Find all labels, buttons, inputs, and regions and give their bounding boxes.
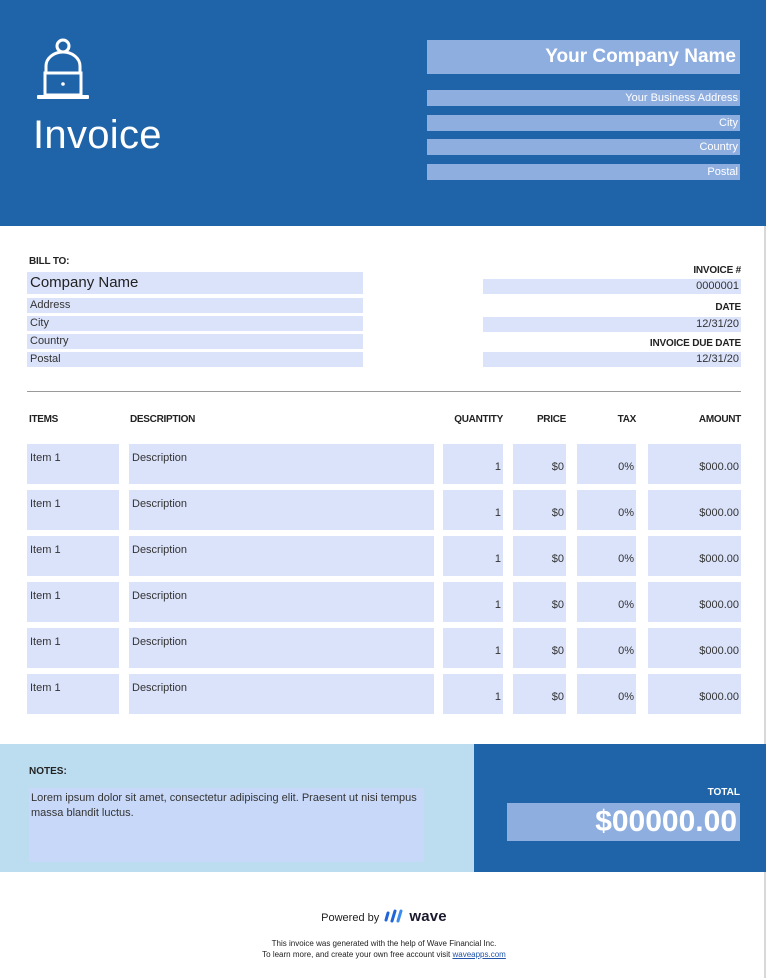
item-cell[interactable]: Item 1 [27,444,119,484]
amount-cell[interactable]: $000.00 [648,674,741,714]
date-label: DATE [715,302,741,313]
business-postal-field[interactable]: Postal [427,164,740,180]
bill-to-company-field[interactable]: Company Name [27,272,363,294]
tax-cell[interactable]: 0% [577,582,636,622]
wave-logo-icon [384,909,404,923]
column-header-items: ITEMS [29,414,59,425]
tax-cell[interactable]: 0% [577,674,636,714]
date-field[interactable]: 12/31/20 [483,317,741,332]
item-cell[interactable]: Item 1 [27,536,119,576]
business-city-field[interactable]: City [427,115,740,131]
description-cell[interactable]: Description [129,536,434,576]
total-label: TOTAL [707,787,740,798]
tax-cell[interactable]: 0% [577,628,636,668]
section-divider [27,391,741,392]
bill-to-address-field[interactable]: Address [27,298,363,313]
price-cell[interactable]: $0 [513,490,566,530]
item-cell[interactable]: Item 1 [27,674,119,714]
quantity-cell[interactable]: 1 [443,536,503,576]
bill-to-label: BILL TO: [29,256,70,267]
bill-to-postal-field[interactable]: Postal [27,352,363,367]
footer-line-2-text: To learn more, and create your own free account visit [262,950,451,959]
business-address-field[interactable]: Your Business Address [427,90,740,106]
column-header-price: PRICE [536,414,566,425]
notes-field[interactable]: Lorem ipsum dolor sit amet, consectetur adipiscing elit. Praesent ut nisi tempus massa blandit luctus. [29,788,424,862]
amount-cell[interactable]: $000.00 [648,490,741,530]
column-header-description: DESCRIPTION [130,414,196,425]
item-cell[interactable]: Item 1 [27,490,119,530]
quantity-cell[interactable]: 1 [443,444,503,484]
person-at-laptop-icon [36,38,90,104]
wave-brand: wave [409,908,447,925]
invoice-header [0,0,766,226]
description-cell[interactable]: Description [129,628,434,668]
waveapps-link[interactable]: waveapps.com [452,950,506,959]
amount-cell[interactable]: $000.00 [648,628,741,668]
price-cell[interactable]: $0 [513,536,566,576]
item-cell[interactable]: Item 1 [27,628,119,668]
due-date-label: INVOICE DUE DATE [649,338,741,349]
quantity-cell[interactable]: 1 [443,582,503,622]
due-date-field[interactable]: 12/31/20 [483,352,741,367]
company-name-field[interactable]: Your Company Name [427,40,740,74]
invoice-number-label: INVOICE # [693,265,741,276]
bill-to-country-field[interactable]: Country [27,334,363,349]
page-title: Invoice [33,113,162,157]
price-cell[interactable]: $0 [513,444,566,484]
column-header-quantity: QUANTITY [454,414,503,425]
description-cell[interactable]: Description [129,582,434,622]
invoice-number-field[interactable]: 0000001 [483,279,741,294]
total-value: $00000.00 [507,803,740,841]
item-cell[interactable]: Item 1 [27,582,119,622]
price-cell[interactable]: $0 [513,674,566,714]
column-header-amount: AMOUNT [698,414,741,425]
quantity-cell[interactable]: 1 [443,490,503,530]
powered-by [0,908,768,925]
footer-line-2 [0,950,768,959]
bill-to-city-field[interactable]: City [27,316,363,331]
price-cell[interactable]: $0 [513,628,566,668]
column-header-tax: TAX [617,414,636,425]
amount-cell[interactable]: $000.00 [648,444,741,484]
amount-cell[interactable]: $000.00 [648,536,741,576]
notes-label: NOTES: [29,766,67,777]
quantity-cell[interactable]: 1 [443,674,503,714]
quantity-cell[interactable]: 1 [443,628,503,668]
amount-cell[interactable]: $000.00 [648,582,741,622]
powered-by-label: Powered by [321,912,380,924]
description-cell[interactable]: Description [129,444,434,484]
business-country-field[interactable]: Country [427,139,740,155]
tax-cell[interactable]: 0% [577,536,636,576]
footer-line-1: This invoice was generated with the help of Wave Financial Inc. [271,939,497,948]
tax-cell[interactable]: 0% [577,490,636,530]
description-cell[interactable]: Description [129,674,434,714]
price-cell[interactable]: $0 [513,582,566,622]
tax-cell[interactable]: 0% [577,444,636,484]
description-cell[interactable]: Description [129,490,434,530]
